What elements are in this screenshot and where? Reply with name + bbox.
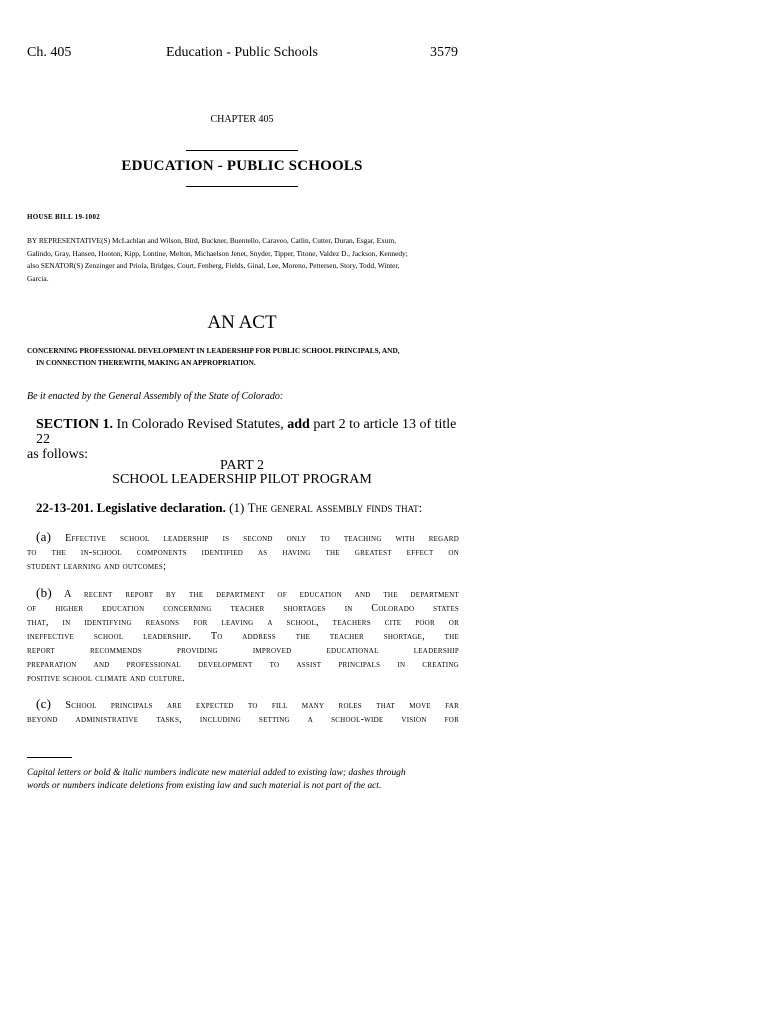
paragraph-lead: (a)	[36, 529, 52, 544]
paragraph-c	[27, 697, 459, 727]
paragraph-line: report recommends providing improved educational leadership	[27, 645, 459, 656]
sponsors-line: Galindo, Gray, Hansen, Hooton, Kipp, Lontine, Melton, Michaelson Jenet, Snyder, Tipper, Titone, Valdez D., Jackson, Kennedy;	[27, 248, 408, 258]
legislative-declaration	[36, 500, 460, 516]
footnote	[27, 767, 467, 792]
paragraph-lead: (b)	[36, 585, 52, 600]
act-title-line: IN CONNECTION THEREWITH, MAKING AN APPROPRIATION.	[36, 357, 256, 367]
part-title: SCHOOL LEADERSHIP PILOT PROGRAM	[112, 472, 372, 487]
bill-number: HOUSE BILL 19-1002	[27, 213, 101, 221]
paragraph-line: ineffective school leadership. To address the teacher shortage, the	[27, 631, 459, 642]
paragraph-line: of higher education concerning teacher shortages in Colorado states	[27, 603, 459, 614]
paragraph-b	[27, 586, 459, 686]
bill-sponsors	[27, 235, 459, 285]
sponsors-line: also SENATOR(S) Zenzinger and Priola, Bridges, Court, Fenberg, Fields, Ginal, Lee, Moreno, Pettersen, Story, Todd, Winter,	[27, 261, 400, 271]
section-1-line	[27, 417, 459, 447]
footnote-line: words or numbers indicate deletions from existing law and such material is not part of the act.	[27, 780, 382, 791]
paragraph-line: student learning and outcomes;	[27, 561, 167, 572]
part-number: PART 2	[220, 458, 264, 473]
paragraph-line: that, in identifying reasons for leaving a school, teachers cite poor or	[27, 617, 459, 628]
chapter-rule-top	[186, 150, 298, 151]
section-1-text: part 2 to article 13 of title 22	[36, 417, 457, 447]
header-subject: Education - Public Schools	[165, 45, 319, 60]
footnote-line: Capital letters or bold & italic numbers indicate new material added to existing law; dashes through	[27, 768, 406, 778]
chapter-title: EDUCATION - PUBLIC SCHOOLS	[121, 158, 363, 174]
paragraph-line: preparation and professional development to assist principals in creating	[27, 659, 459, 670]
paragraph-line: A recent report by the department of education and the department	[64, 589, 459, 600]
chapter-number: CHAPTER 405	[210, 114, 274, 125]
paragraph-lead: (c)	[36, 696, 52, 711]
chapter-rule-bottom	[186, 186, 298, 187]
section-1-emphasis: add	[287, 417, 310, 432]
header-chapter-ref: Ch. 405	[27, 45, 72, 60]
header-page-number: 3579	[430, 45, 458, 60]
declaration-label: 22-13-201. Legislative declaration.	[36, 500, 226, 515]
paragraph-line: beyond administrative tasks, including setting a school-wide vision for	[27, 714, 459, 725]
section-1	[27, 417, 459, 462]
paragraph-line: positive school climate and culture.	[27, 673, 185, 684]
paragraph-line: Effective school leadership is second only to teaching with regard	[65, 533, 459, 544]
act-title	[27, 345, 459, 368]
enacting-clause: Be it enacted by the General Assembly of the State of Colorado:	[27, 391, 284, 402]
paragraph-line: School principals are expected to fill many roles that move far	[65, 700, 459, 711]
footnote-rule	[27, 757, 72, 758]
act-title-line: CONCERNING PROFESSIONAL DEVELOPMENT IN LEADERSHIP FOR PUBLIC SCHOOL PRINCIPALS, AND,	[27, 346, 400, 355]
section-1-text: In Colorado Revised Statutes,	[116, 417, 284, 432]
section-1-line: as follows:	[27, 447, 89, 462]
act-heading: AN ACT	[207, 312, 277, 333]
paragraph-line: to the in-school components identified as having the greatest effect on	[27, 547, 459, 558]
section-1-label: SECTION 1.	[36, 417, 114, 432]
declaration-subsection: (1)	[229, 500, 245, 515]
declaration-text: The general assembly finds that:	[247, 500, 423, 515]
sponsors-line: Garcia.	[27, 273, 49, 283]
paragraph-a	[27, 530, 459, 574]
sponsors-line: BY REPRESENTATIVE(S) McLachlan and Wilson, Bird, Buckner, Buentello, Caraveo, Catlin, Cutter, Duran, Esgar, Exum,	[27, 236, 397, 245]
